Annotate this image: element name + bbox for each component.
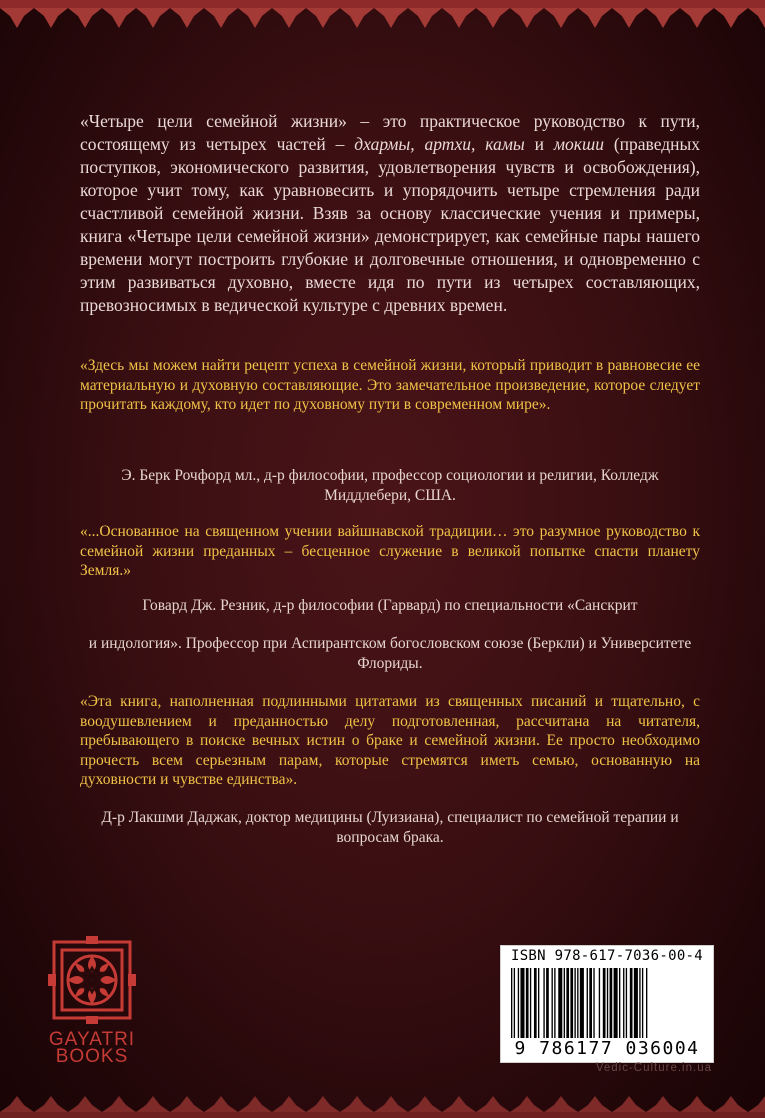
review-attribution-1: Э. Берк Рочфорд мл., д-р философии, профессор социологии и религии, Колледж Миддлебери, США. xyxy=(121,467,659,504)
publisher-name-line1: GAYATRI xyxy=(48,1029,136,1050)
publisher-name-line2: BOOKS xyxy=(55,1046,129,1067)
term-kama: камы xyxy=(485,134,525,154)
isbn-number: ISBN 978-617-7036-00-4 xyxy=(510,948,704,964)
description-paragraph: «Четыре цели семейной жизни» – это практическое руководство к пути, состоящему из четырех частей – дхармы, артхи, камы и мокши (праведных поступков, экономического развития, удовлетворения чувств и освобождения), которое учит тому, как уравновесить и упорядочить четыре стремления ради счастливой семейной жизни. Взяв за основу классические учения и примеры, книга «Четыре цели семейной жизни» демонстрирует, как семейные пары нашего времени могут построить глубокие и долговечные отношения, и одновременно с этим развиваться духовно, вместе идя по пути из четырех составляющих, превозносимых в ведической культуре с древних времен. xyxy=(80,111,701,315)
description-part2: (праведных поступков, экономического развития, удовлетворения чувств и освобождения), которое учит тому, как уравновесить и упорядочить четыре стремления ради счастливой семейной жизни. Взяв за основу классические учения и примеры, книга «Четыре цели семейной жизни» демонстрирует, как семейные пары нашего времени могут построить глубокие и долговечные отношения, и одновременно с этим развиваться духовно, вместе идя по пути из четырех составляющих, превозносимых в ведической культуре с древних времен. xyxy=(80,134,701,315)
review-attribution-3: Д-р Лакшми Даджак, доктор медицины (Луизиана), специалист по семейной терапии и вопросам брака. xyxy=(101,809,679,846)
term-moksha: мокши xyxy=(553,134,604,154)
website-url: Vedic-Culture.in.ua xyxy=(595,1062,712,1074)
ornamental-border-bottom xyxy=(0,1088,765,1118)
ornamental-border-top xyxy=(0,0,765,30)
term-dharma: дхармы, xyxy=(354,134,415,154)
barcode-digits: 9 786177 036004 xyxy=(514,1038,700,1059)
review-quote-1: «Здесь мы можем найти рецепт успеха в семейной жизни, который приводит в равновесие ее материальную и духовную составляющие. Это замечательное произведение, которое следует прочитать каждому, кто идет по духовному пути в современном мире». xyxy=(80,357,700,413)
description-part1: «Четыре цели семейной жизни» – это практическое руководство к пути, состоящему из четырех частей – xyxy=(80,111,700,154)
yantra-logo-icon xyxy=(42,930,142,1030)
barcode xyxy=(509,968,705,1038)
review-quote-3: «Эта книга, наполненная подлинными цитатами из священных писаний и тщательно, с воодушевлением и преданностью делу подготовленная, рассчитана на читателя, пребывающего в поиске вечных истин о браке и семейной жизни. Ее просто необходимо прочесть всем серьезным парам, которые стремятся иметь семью, основанную на духовности и чувстве единства». xyxy=(80,693,700,788)
term-artha: артхи, xyxy=(424,134,476,154)
review-attribution-2-line1: Говард Дж. Резник, д-р философии (Гарвард) по специальности «Санскрит xyxy=(142,597,638,614)
isbn-barcode xyxy=(500,945,714,1063)
review-quote-2: «...Основанное на священном учении вайшнавской традиции… это разумное руководство к семейной жизни преданных – бесценное служение в великой попытке спасти планету Земля.» xyxy=(80,523,700,579)
review-attribution-2-line2: и индология». Профессор при Аспирантском богословском союзе (Беркли) и Университете Флориды. xyxy=(88,635,692,672)
